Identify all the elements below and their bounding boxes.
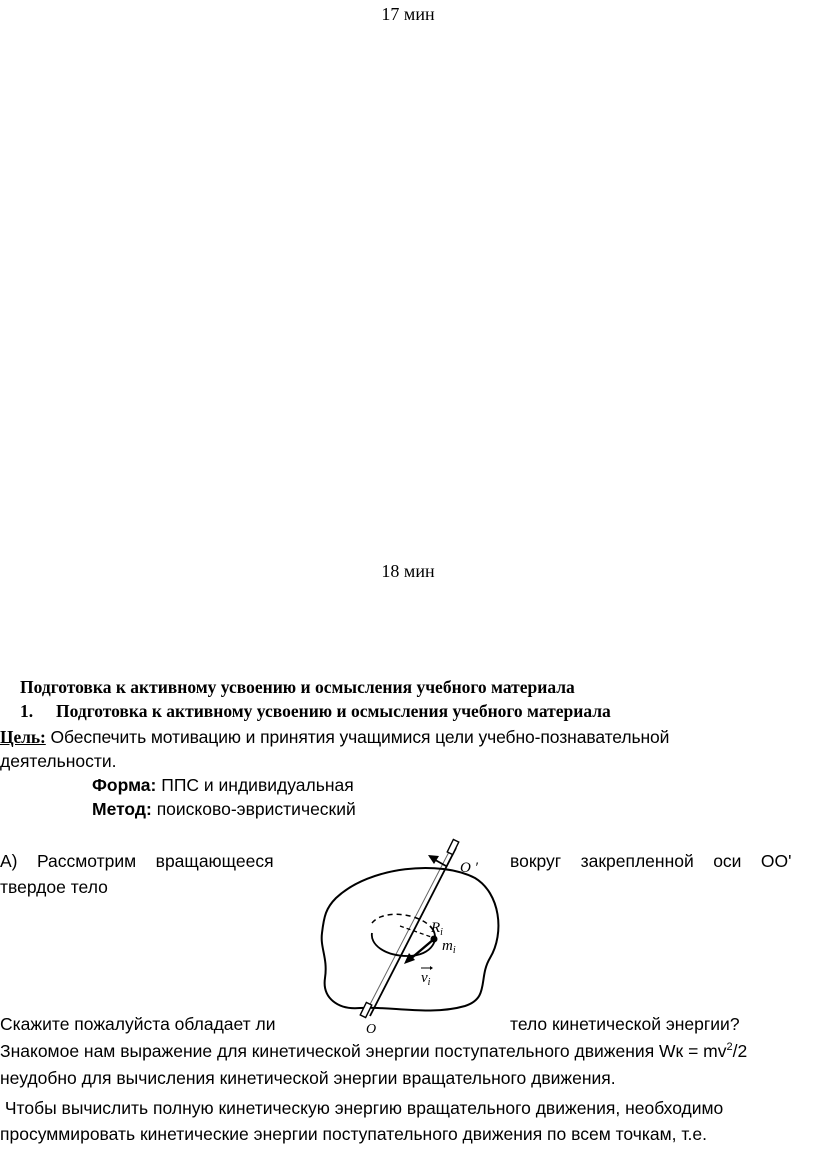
formula-text: Знакомое нам выражение для кинетической энергии поступательного движения Wк = mv — [0, 1041, 727, 1061]
goal-line — [0, 727, 669, 748]
calc-line-1: Чтобы вычислить полную кинетическую энергию вращательного движения, необходимо — [0, 1098, 724, 1118]
label-radius: $R_i$ — [431, 920, 443, 938]
goal-label: Цель: — [0, 727, 46, 747]
question-right: тело кинетической энергии? — [510, 1014, 740, 1034]
method-label: Метод: — [92, 799, 152, 819]
para-a-left: А) Рассмотрим вращающееся — [0, 851, 274, 871]
time-label-17: 17 мин — [381, 4, 435, 24]
numbered-heading — [20, 701, 611, 722]
time-label-18: 18 мин — [381, 561, 435, 581]
label-axis-bottom: O — [366, 1022, 377, 1037]
goal-line-2: деятельности. — [0, 751, 117, 771]
bullet-heading-text: Подготовка к активному усвоению и осмысления учебного материала — [20, 677, 575, 697]
bullet-heading — [0, 677, 575, 698]
bullet-icon — [0, 677, 16, 698]
label-mass: $m_i$ — [442, 938, 456, 956]
formula-line — [0, 1041, 747, 1062]
question-left: Скажите пожалуйста обладает ли — [0, 1014, 276, 1034]
label-velocity: $v_i$ — [421, 970, 431, 988]
formula-tail: /2 — [732, 1041, 748, 1061]
goal-text: Обеспечить мотивацию и принятия учащимися цели учебно-познавательной — [45, 727, 670, 747]
inconvenient-line: неудобно для вычисления кинетической энергии вращательного движения. — [0, 1068, 616, 1088]
calc-line-2: просуммировать кинетические энергии поступательного движения по всем точкам, т.е. — [0, 1124, 707, 1144]
para-a-line2: твердое тело — [0, 877, 108, 897]
label-axis-top: O ′ — [460, 860, 478, 876]
numbered-heading-text: Подготовка к активному усвоению и осмысления учебного материала — [56, 701, 611, 721]
numbered-heading-number: 1. — [20, 701, 34, 721]
form-value: ППС и индивидуальная — [156, 775, 354, 795]
para-a-right: вокруг закрепленной оси ОО' — [510, 851, 792, 871]
formula-superscript: 2 — [726, 1041, 733, 1054]
rotating-body-figure — [300, 838, 510, 1038]
form-label: Форма: — [92, 775, 157, 795]
method-value: поисково-эвристический — [151, 799, 356, 819]
form-line — [92, 775, 354, 796]
axis-top-bracket — [447, 839, 459, 854]
method-line — [92, 799, 356, 820]
